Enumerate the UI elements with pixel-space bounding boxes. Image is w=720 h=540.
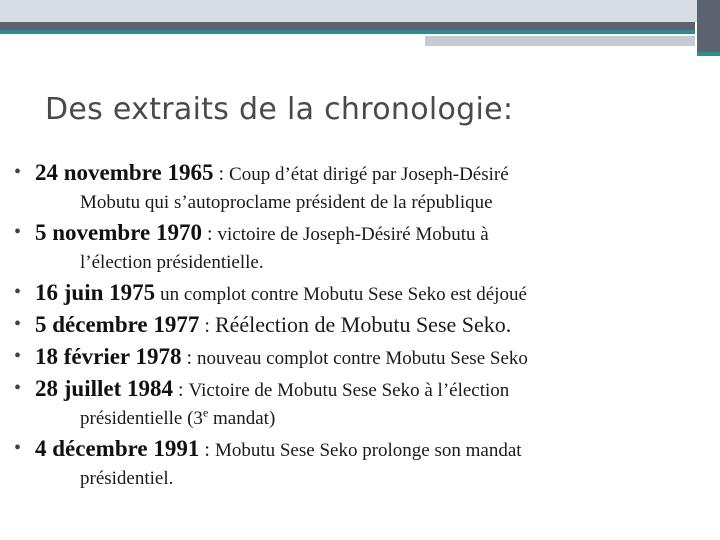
event-description: Coup d’état dirigé par Joseph-Désiré [229,164,509,185]
event-date: 5 novembre 1970 [35,220,202,245]
timeline-item-line [35,433,720,465]
event-description-continued [80,405,720,433]
separator: : [201,223,218,245]
bullet-icon: • [14,281,22,303]
timeline-item [0,277,720,309]
timeline-item [0,309,720,341]
timeline-item-line [35,309,720,341]
event-description-continued: Mobutu qui s’autoproclame président de la république [80,192,493,213]
event-description: un complot contre Mobutu Sese Seko est déjoué [160,284,527,305]
event-description: nouveau complot contre Mobutu Sese Seko [197,348,528,369]
event-description: Victoire de Mobutu Sese Seko à l’élection [188,380,510,401]
timeline-item [0,433,720,493]
timeline-item [0,341,720,373]
timeline-item-line [35,157,720,189]
event-date: 16 juin 1975 [35,280,156,305]
header-decoration [0,0,720,60]
bullet-icon: • [14,161,22,183]
bullet-icon: • [14,377,22,399]
event-date: 18 février 1978 [35,344,182,369]
bullet-icon: • [14,437,22,459]
header-bar-light [0,0,720,22]
separator: : [199,439,215,461]
event-date: 28 juillet 1984 [35,376,173,401]
header-bar-dark [0,22,695,30]
continued-text: mandat) [208,408,276,429]
timeline-item [0,157,720,217]
timeline-item [0,373,720,433]
slide-title: Des extraits de la chronologie: [45,92,514,127]
separator: : [213,163,230,185]
bullet-icon: • [14,221,22,243]
event-description-continued: l’élection présidentielle. [80,252,264,273]
event-date: 5 décembre 1977 [35,312,200,337]
timeline-list [0,157,720,493]
event-description: Réélection de Mobutu Sese Seko. [214,312,512,337]
bullet-icon: • [14,313,22,335]
continued-text: présidentielle (3 [80,408,203,429]
ordinal-superscript: e [202,405,209,420]
separator: : [181,347,198,369]
event-description-continued: présidentiel. [80,468,174,489]
timeline-item-line [35,217,720,249]
timeline-item [0,217,720,277]
header-bar-pale [425,36,695,46]
bullet-icon: • [14,345,22,367]
timeline-item-line [35,277,720,309]
header-bar-right-teal [697,52,720,56]
header-bar-right-dark [697,0,720,52]
event-date: 24 novembre 1965 [35,160,214,185]
timeline-item-line [35,373,720,405]
separator: : [173,379,189,401]
timeline-item-line [35,341,720,373]
event-date: 4 décembre 1991 [35,436,200,461]
event-description: Mobutu Sese Seko prolonge son mandat [214,440,522,461]
event-description: victoire de Joseph-Désiré Mobutu à [217,224,489,245]
separator: : [199,315,215,337]
header-bar-teal [0,30,695,34]
